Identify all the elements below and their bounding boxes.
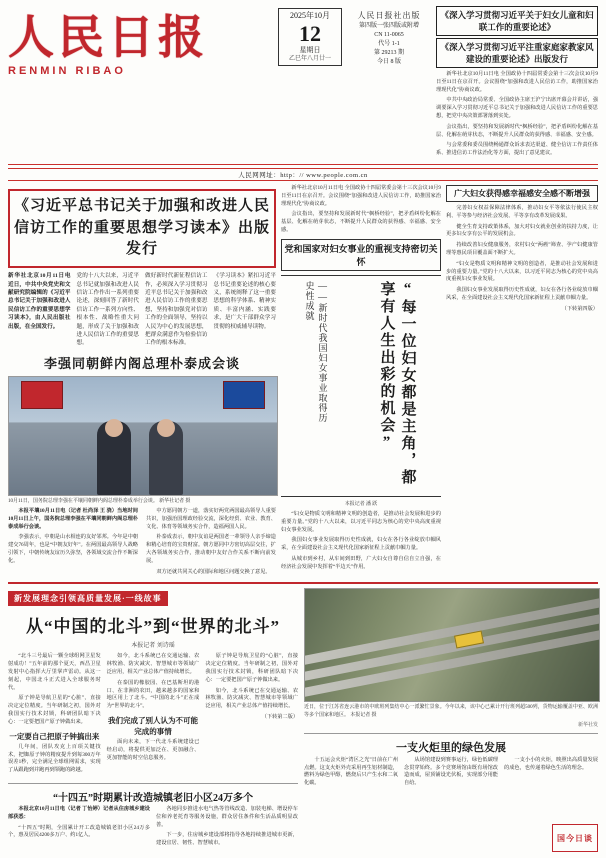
feature-subhead-1: 一定要自己把原子钟搞出来	[9, 731, 100, 741]
right-para-2: 健全生育支持政策体系，加大对妇女就业创业的扶持力度，让更多妇女享有公平的发展机会。	[446, 223, 598, 238]
feature-tag: 新发展理念引领高质量发展·一线故事	[8, 591, 168, 606]
today-talk-stamp: 国今日谈	[552, 824, 598, 852]
lead-para-3: 做好新时代新征程信访工作，必须深入学习贯彻习近平总书记关于加强和改进人民信访工作的重要思想，坚持和加强党对信访工作的全面领导，坚持以人民为中心的发展思想，把群众满意作为检验信访工作的根本标准。	[145, 273, 208, 347]
meeting-headline: 李强同朝鲜内阁总理朴泰成会谈	[43, 355, 240, 371]
middle-column	[281, 185, 441, 576]
commentary-para-1: “妇女是物质文明和精神文明的创造者，是推动社会发展和进步的重要力量。”党的十八大以来，以习近平同志为核心的党中央高度重视妇女事业发展。	[281, 511, 441, 533]
lower-section	[8, 588, 598, 851]
main-headline: 《习近平总书记关于加强和改进人民信访工作的重要思想学习读本》出版发行	[14, 197, 271, 258]
bottom-left-para-2: 各地同步推进水电气热等管线改造、加装电梯、增设停车位和养老托育等服务设施，群众居住条件和生活品质明显改善。	[156, 805, 298, 828]
issue-weekday: 星期日	[299, 45, 321, 54]
meeting-para-1: 李强表示，中朝是山水相连的友好邻邦。今年是中朝建交76周年，也是“中朝友好年”。在两国最高领导人战略引领下，中朝传统友谊历久弥坚，各领域交流合作不断深化。	[8, 534, 138, 564]
bottom-right-col-1	[304, 757, 398, 791]
feature-para-2: 原子钟是导航卫星的“心脏”，直接决定定位精度。当年研制之初，国外对我国实行技术封锁，科研团队暗下决心：一定要把国产原子钟做出来。	[8, 695, 101, 725]
commentary-para-2: 我国妇女事业发展取得历史性成就，妇女在各行各业绽放巾帼风采，在全面建设社会主义现代化国家新征程上贡献巾帼力量。	[281, 537, 441, 552]
bottom-left-dateline: 本报北京10月11日电（记者 丁怡婷）记者从住房城乡建设部获悉：	[8, 805, 150, 820]
upper-section	[8, 185, 598, 576]
banner-item-2: 《深入学习贯彻习近平注重家庭家教家风建设的重要论述》出版发行	[436, 38, 598, 68]
lead-col-4	[214, 272, 277, 348]
feature-para-3: 几年间，团队攻克上百项关键技术，把铷原子钟的精度提升到每300万年误差1秒，完全满足全球组网需求，实现了从跟跑到并跑再到领跑的跨越。	[8, 743, 101, 774]
masthead-logo-block	[8, 6, 276, 77]
rail-photo-credit: 新华社发	[577, 722, 598, 728]
right-column-footer: （下转第四版）	[561, 305, 598, 312]
top-right-para-3: 会议指出，要坚持和发展新时代“枫桥经验”，把矛盾纠纷化解在基层、化解在萌芽状态，不断提升人民群众的获得感、幸福感、安全感。	[436, 123, 598, 138]
feature-col-3	[205, 653, 298, 778]
meeting-dateline: 本报平壤10月11日电（记者 杜尚泽 王 骁）当地时间10月11日上午，国务院总理李强在平壤同朝鲜内阁总理朴泰成举行会谈。	[8, 507, 138, 530]
lead-article	[8, 272, 276, 348]
rail-photo-caption: 近日，位于江苏省连云港市的中欧班列集结中心一派繁忙景象。今年以来，该中心已累计开行班列超500列，货物运输覆盖中亚、欧洲等多个国家和地区。 本报记者 摄	[304, 705, 598, 718]
middle-para-2: 会议指出，要坚持和发展新时代“枫桥经验”，把矛盾纠纷化解在基层、化解在萌芽状态，不断提升人民群众的获得感、幸福感、安全感。	[281, 211, 441, 233]
feature-para-7: 原子钟是导航卫星的“心脏”，直接决定定位精度。当年研制之初，国外对我国实行技术封锁，科研团队暗下决心：一定要把国产原子钟做出来。	[205, 653, 299, 683]
bottom-left-article	[8, 789, 298, 851]
issue-day: 12	[299, 20, 321, 46]
bottom-right-col-3	[504, 757, 598, 791]
flag-china-icon	[21, 381, 63, 409]
meeting-photo	[8, 376, 278, 496]
commentary-vertical-title	[281, 275, 441, 497]
flag-dprk-icon	[223, 381, 265, 409]
top-right-article	[436, 71, 598, 158]
bottom-left-title: “十四五”时期累计改造城镇老旧小区24万多个	[53, 792, 253, 804]
publisher-cn-code: CN 11-0065	[374, 32, 404, 38]
middle-filler-text	[281, 185, 441, 235]
bottom-left-col-1	[8, 806, 150, 851]
newspaper-logo-pinyin: RENMIN RIBAO	[8, 65, 126, 77]
masthead-banners	[432, 6, 598, 161]
feature-subhead-2: 我们完成了别人认为不可能完成的事情	[108, 715, 198, 737]
feature-title: 从“中国的北斗”到“世界的北斗”	[26, 617, 280, 637]
publisher-name: 人民日报社出版	[357, 11, 421, 20]
publisher-line2: 第四版一张四版或附增	[358, 23, 419, 29]
right-column-title: 广大妇女获得感幸福感安全感不断增强	[446, 185, 598, 202]
bottom-right-para-3: 一支小小的火炬，映照出高质量发展的成色，也传递着绿色生活的理念。	[504, 756, 598, 771]
meeting-article	[8, 508, 276, 576]
feature-para-6: 面向未来，下一代北斗系统建设已经启动，将提供更加泛在、更加融合、更加智能的时空信息服务。	[106, 739, 200, 762]
bottom-left-para-1: “十四五”时期，全国累计开工改造城镇老旧小区24万多个，惠及居民4200多万户、约1亿人。	[8, 824, 150, 839]
right-column-body	[446, 205, 598, 314]
middle-para-1: 新华社北京10月11日电 全国政协十四届常委会第十三次会议10月9日至11日在京召开。会议围绕“加强和改进人民信访工作，助推国家治理现代化”协商议政。	[281, 184, 441, 207]
right-para-5: 我国妇女事业发展取得历史性成就，妇女在各行各业绽放巾帼风采，在全面建设社会主义现代化国家新征程上贡献巾帼力量。	[446, 287, 598, 301]
top-right-para-2: 中共中央政治局常委、全国政协主席王沪宁出席开幕会并讲话，强调要深入学习贯彻习近平总书记关于加强和改进人民信访工作的重要思想，把党中央决策部署落到实处。	[436, 97, 598, 119]
issue-year-month: 2025年10月	[290, 11, 330, 20]
masthead	[8, 6, 598, 165]
top-right-para-1: 新华社北京10月11日电 全国政协十四届常委会第十三次会议10月9日至11日在京召开。会议围绕“加强和改进人民信访工作，助推国家治理现代化”协商议政。	[436, 71, 598, 93]
feature-block	[8, 588, 298, 851]
rail-yard-photo	[304, 588, 600, 702]
bottom-right-title: 一支火炬里的绿色发展	[396, 741, 506, 754]
feature-para-8: 如今，北斗系统已在交通运输、农林牧渔、防灾减灾、智慧城市等领域广泛应用，相关产业总体产值持续增长。	[205, 687, 299, 710]
commentary-box-title: 党和国家对妇女事业的重视支持密切关怀	[281, 239, 441, 271]
figure-left-head	[105, 419, 123, 437]
bottom-left-col-2	[156, 806, 298, 851]
bottom-right-para-1: 十五运会火炬“湾区之光”日前在广州点燃。这支火炬外壳采用再生铝材制造，燃料为绿色甲醇，燃烧后只产生水和二氧化碳。	[304, 756, 398, 787]
commentary-para-3: 从城市到乡村，从车间到田野，广大妇女自尊自信自立自强，在经济社会发展中发挥着“半边天”作用。	[281, 555, 441, 570]
section-divider	[8, 582, 598, 584]
right-column	[446, 185, 598, 576]
newspaper-logo: 人民日报	[8, 10, 208, 64]
lead-para-2: 党的十八大以来，习近平总书记就加强和改进人民信访工作作出一系列重要论述，深刻回答了新时代信访工作一系列方向性、根本性、战略性重大问题，形成了关于加强和改进人民信访工作的重要思想。	[76, 273, 139, 347]
page-count: 今日 8 版	[376, 59, 401, 65]
website-url[interactable]: 人民网网址：http：// www.people.com.cn	[8, 168, 598, 181]
commentary-subtitle: ——新时代我国妇女事业取得历史性成就	[304, 280, 328, 423]
feature-columns	[8, 653, 298, 778]
banner-item-1: 《深入学习贯彻习近平关于妇女儿童和妇联工作的重要论述》	[436, 6, 598, 36]
lead-para-4: 《学习读本》紧扣习近平总书记重要论述的核心要义，系统阐释了这一重要思想的科学体系、精神实质、丰富内涵、实践要求，是广大干部群众学习贯彻的权威辅导读物。	[213, 273, 276, 330]
feature-para-4: 如今，北斗系统已在交通运输、农林牧渔、防灾减灾、智慧城市等领域广泛应用，相关产业总体产值持续增长。	[106, 653, 200, 675]
right-para-3: 持续改善妇女健康服务，农村妇女“两癌”筛查、孕产妇健康管理等惠民项目覆盖面不断扩大。	[446, 242, 598, 256]
feature-col-1	[8, 653, 101, 778]
feature-bottom-divider	[8, 783, 298, 784]
meeting-para-3: 朴泰成表示，朝中友谊是两国老一辈领导人亲手缔造和精心培育的宝贵财富。朝方愿同中方密切高层交往，扩大各领域务实合作，推动朝中友好合作关系不断向前发展。	[146, 534, 276, 564]
lead-para-1: 新华社北京10月11日电 近日，中共中央党史和文献研究院编辑的《习近平总书记关于加强和改进人民信访工作的重要思想学习读本》，由人民出版社出版，在全国发行。	[8, 273, 71, 330]
meeting-para-2: 中方愿同朝方一道，落实好两党两国最高领导人重要共识，加强治国理政经验交流，深化经贸、农业、教育、文化、体育等领域务实合作，造福两国人民。	[146, 507, 276, 530]
lead-col-1	[8, 272, 71, 348]
main-headline-box	[8, 189, 276, 268]
figure-right-head	[157, 419, 175, 437]
right-lower-block	[304, 588, 598, 851]
feature-tag-wrap	[8, 588, 298, 606]
bottom-left-para-3: 下一步，住房城乡建设部将指导各地持续推进城市更新，建设宜居、韧性、智慧城市。	[156, 832, 298, 847]
left-column	[8, 185, 276, 576]
feature-byline: 本报记者 刘诗瑶	[131, 643, 175, 650]
right-lower-divider	[304, 733, 598, 734]
lead-col-3	[145, 272, 208, 348]
publisher-info	[346, 6, 432, 67]
meeting-para-4: 双方还就共同关心的国际和地区问题交换了意见。	[156, 568, 271, 575]
commentary-title: “每一位妇女都是主角，都享有人生出彩的机会”	[378, 280, 416, 486]
issue-number: 第 29213 期	[373, 50, 404, 56]
right-para-4: “妇女是物质文明和精神文明的创造者，是推动社会发展和进步的重要力量。”党的十八大以来，以习近平同志为核心的党中央高度重视妇女事业发展。	[446, 260, 598, 283]
issue-lunar-date: 乙巳年八月廿一	[288, 56, 331, 63]
bottom-right-columns	[304, 757, 598, 791]
bottom-right-para-2: 从场馆建设到赛事运行，绿色低碳理念贯穿始终。多个竞赛场馆由既有场馆改造而成，屋顶铺设光伏板，实现部分用能自给。	[404, 756, 498, 787]
commentary-body	[281, 511, 441, 572]
right-para-1: 完善妇女权益保障法律体系，推动妇女平等依法行使民主权利、平等参与经济社会发展、平等享有改革发展成果。	[446, 204, 598, 219]
meeting-photo-caption: 10月11日，国务院总理李强在平壤同朝鲜内阁总理朴泰成举行会谈。 新华社记者 摄	[8, 498, 191, 504]
top-right-para-4: 与会常委和委员围绕畅通群众诉求表达渠道、健全信访工作责任体系、推进信访工作法治化等方面，提出了意见建议。	[436, 142, 598, 157]
feature-para-1: “北斗三号最后一颗全球组网卫星发射成功！”五年前的那个夏天，西昌卫星发射中心指挥大厅里掌声雷动。从这一刻起，中国北斗正式进入全球服务时代。	[8, 653, 101, 691]
bottom-right-col-2	[404, 757, 498, 791]
lead-col-2	[77, 272, 140, 348]
issue-date-box	[278, 8, 342, 66]
feature-footnote: （下转第二版）	[261, 713, 299, 720]
feature-para-5: 在泰国的橡胶园、在巴基斯坦的港口、在非洲的农田，越来越多的国家和地区用上了北斗。“中国的北斗”正在成为“世界的北斗”。	[106, 679, 200, 710]
publisher-postcode: 代号 1-1	[378, 41, 400, 47]
bottom-left-columns	[8, 806, 298, 851]
feature-col-2	[107, 653, 200, 778]
commentary-byline: 本报记者 潘 跃	[344, 501, 378, 507]
